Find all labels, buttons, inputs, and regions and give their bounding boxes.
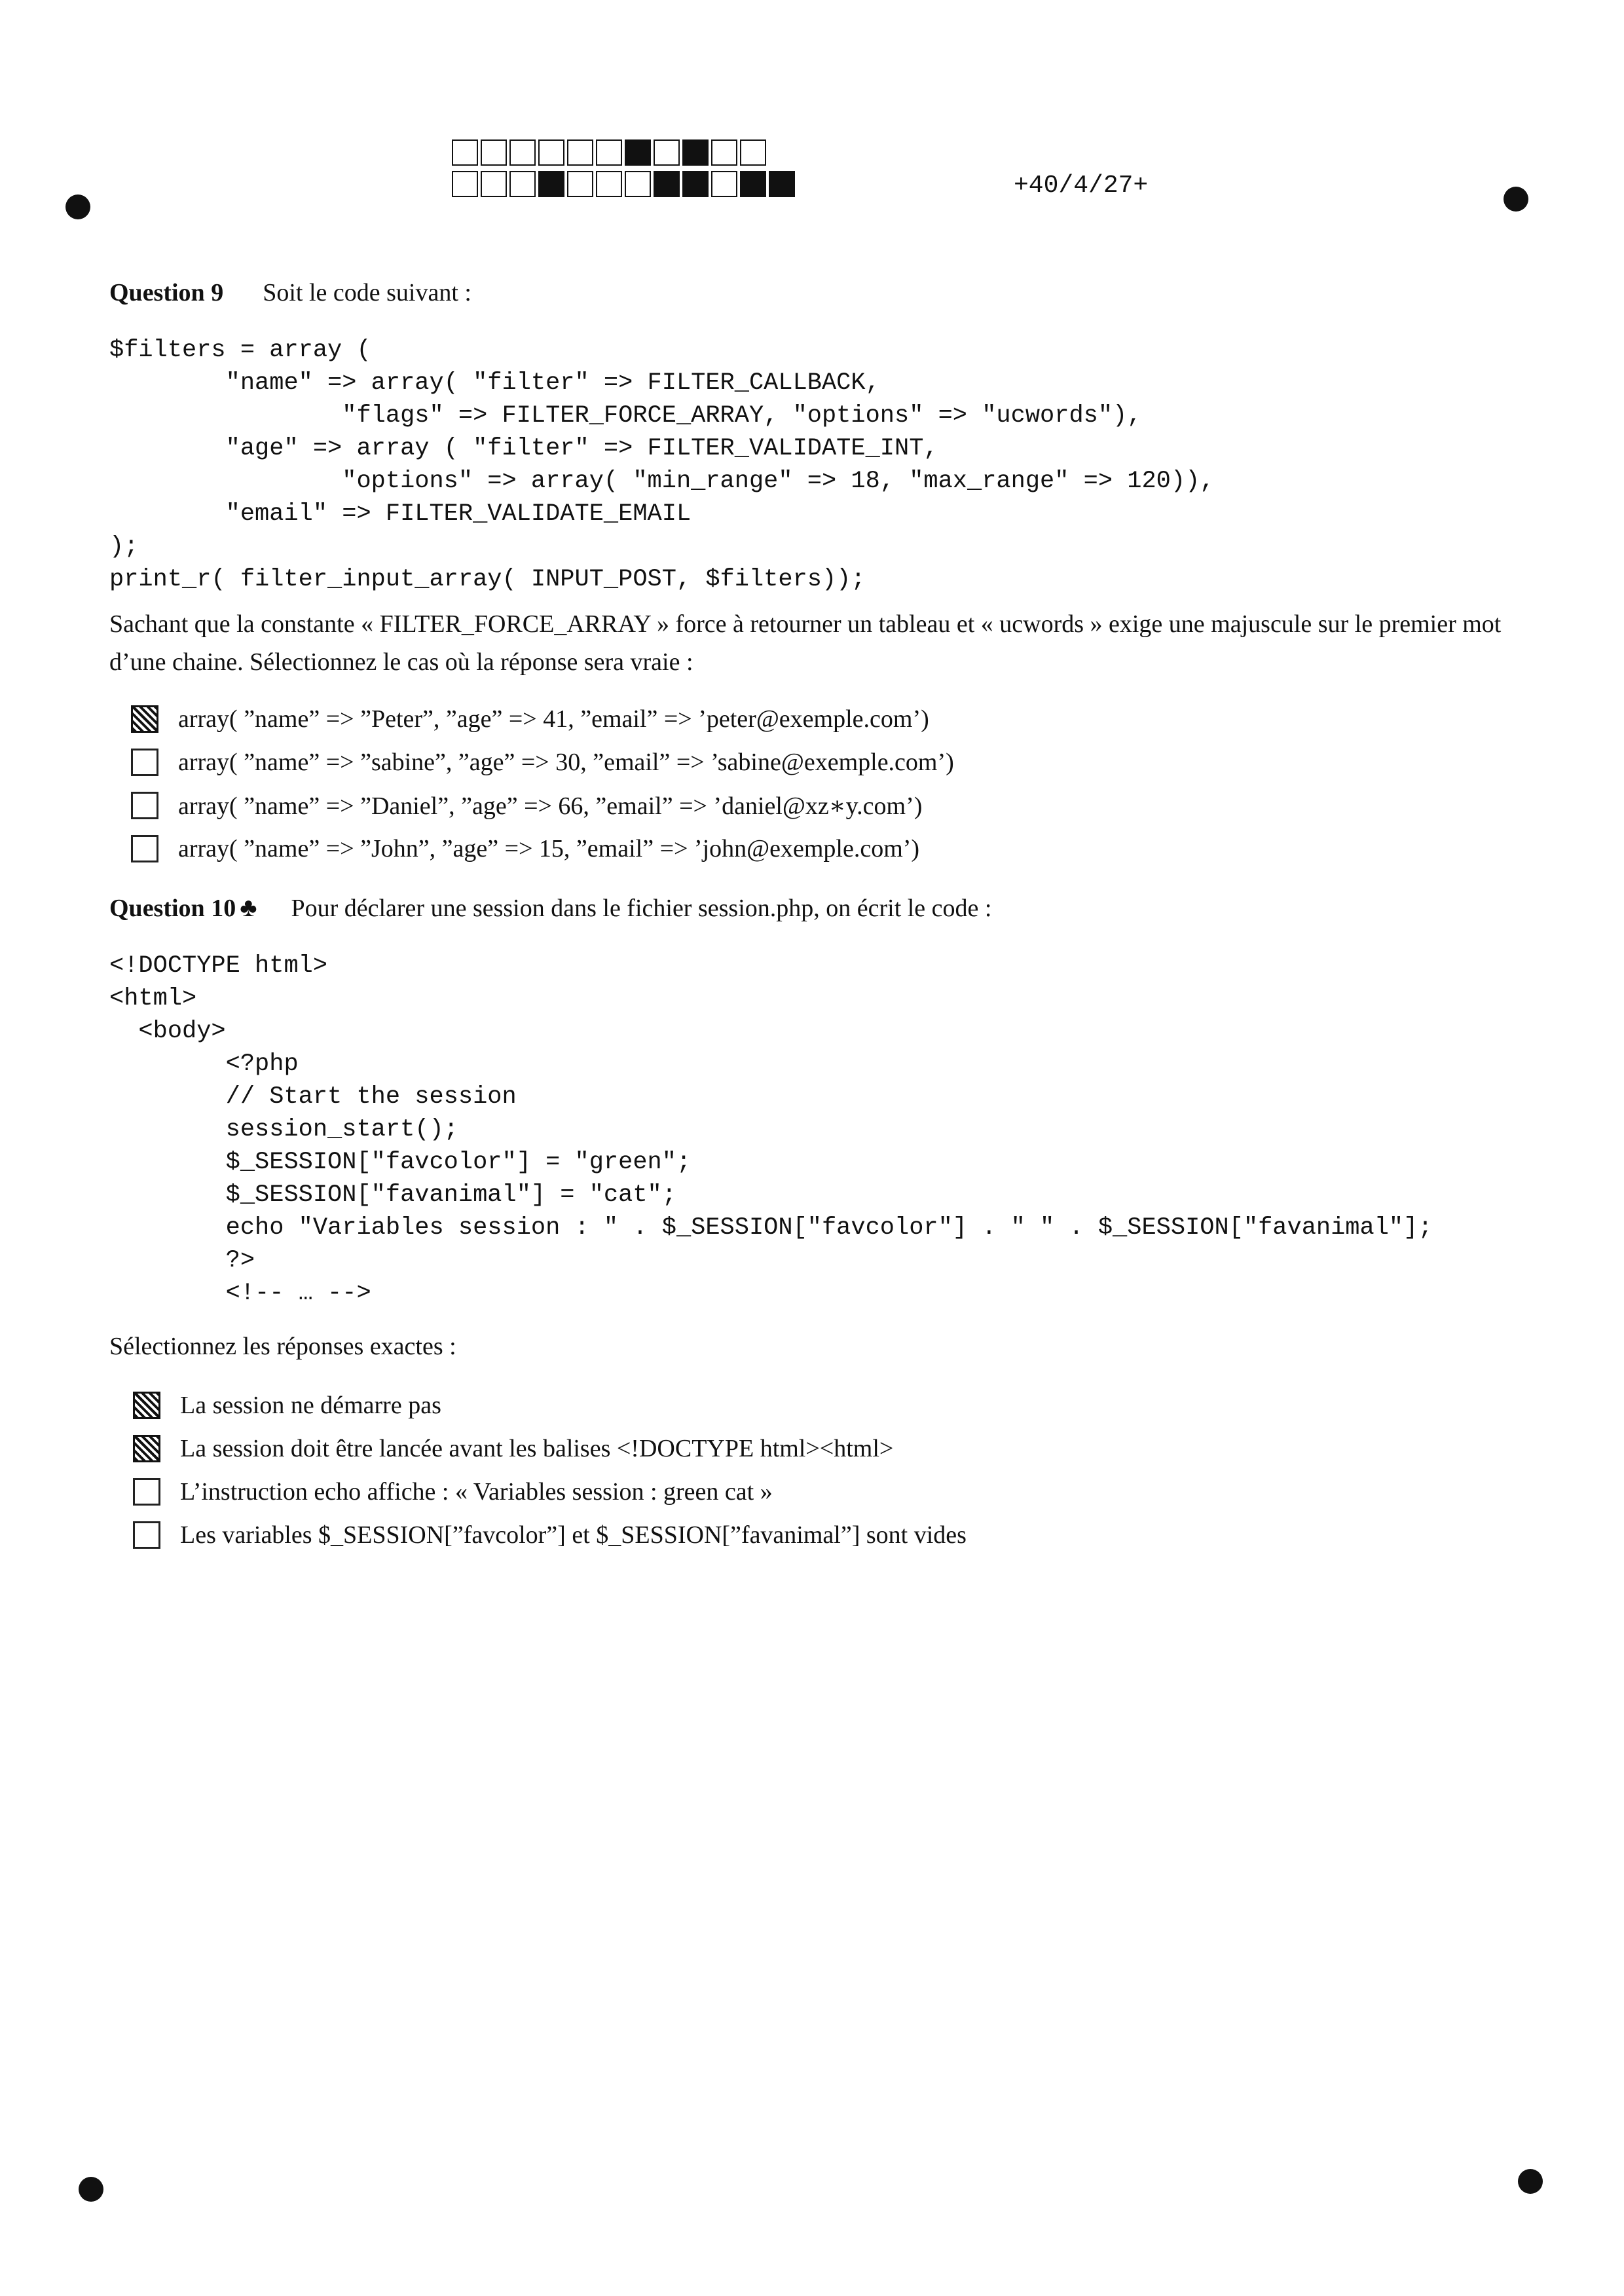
q9-answer-2[interactable] — [131, 741, 954, 784]
question-10-number: Question 10 — [109, 895, 236, 922]
barcode-cell — [682, 139, 709, 166]
barcode-cell — [711, 139, 737, 166]
barcode-cell — [596, 139, 622, 166]
q9-answer-1[interactable] — [131, 697, 954, 741]
question-9-answers — [131, 697, 954, 870]
barcode-cell — [538, 171, 564, 197]
clubs-icon: ♣ — [240, 893, 257, 922]
registration-mark-top-left — [65, 194, 90, 219]
question-9-prompt: Sachant que la constante « FILTER_FORCE_ARRAY » force à retourner un tableau et « ucwords » exige une majuscule sur le premier mot d’une chaine. Sélectionnez le cas où la réponse sera vraie : — [109, 610, 1502, 676]
question-10-answers — [133, 1384, 967, 1557]
q9-answer-1-checkbox[interactable] — [131, 705, 158, 733]
q10-answer-1-checkbox[interactable] — [133, 1392, 160, 1419]
q9-answer-3[interactable] — [131, 784, 954, 827]
barcode-cell — [481, 171, 507, 197]
barcode-row — [452, 139, 798, 166]
q9-answer-2-checkbox[interactable] — [131, 749, 158, 776]
page-barcode — [452, 139, 798, 202]
q9-answer-3-text: array( ”name” => ”Daniel”, ”age” => 66, ”email” => ’daniel@xz∗y.com’) — [178, 792, 923, 820]
q10-answer-3-checkbox[interactable] — [133, 1478, 160, 1506]
q10-answer-4-text: Les variables $_SESSION[”favcolor”] et $_SESSION[”favanimal”] sont vides — [180, 1521, 967, 1549]
question-10-header — [109, 892, 991, 923]
barcode-cell — [682, 171, 709, 197]
registration-mark-top-right — [1504, 187, 1528, 212]
question-9-code: $filters = array ( "name" => array( "filter" => FILTER_CALLBACK, "flags" => FILTER_FORCE_ARRAY, "options" => "ucwords"), "age" => array ( "filter" => FILTER_VALIDATE_INT, "options" => array( "min_range" => 18, "max_range" => 120)), "email" => FILTER_VALIDATE_EMAIL ); print_r( filter_input_array( INPUT_POST, $filters)); — [109, 337, 1215, 593]
q10-answer-3[interactable] — [133, 1470, 967, 1513]
page-code: +40/4/27+ — [1014, 172, 1149, 200]
barcode-cell — [654, 139, 680, 166]
barcode-cell — [567, 171, 593, 197]
registration-mark-bottom-right — [1518, 2169, 1543, 2194]
barcode-cell — [567, 139, 593, 166]
q10-answer-4-checkbox[interactable] — [133, 1521, 160, 1549]
barcode-cell — [769, 171, 795, 197]
question-10-prompt: Sélectionnez les réponses exactes : — [109, 1333, 456, 1360]
q10-answer-1[interactable] — [133, 1384, 967, 1427]
q10-answer-2[interactable] — [133, 1427, 967, 1470]
q10-answer-4[interactable] — [133, 1513, 967, 1557]
q9-answer-4-text: array( ”name” => ”John”, ”age” => 15, ”email” => ’john@exemple.com’) — [178, 835, 920, 862]
barcode-cell — [654, 171, 680, 197]
question-9-header — [109, 278, 471, 307]
q10-answer-2-checkbox[interactable] — [133, 1435, 160, 1462]
barcode-cell — [452, 139, 478, 166]
barcode-cell — [509, 139, 536, 166]
barcode-cell — [625, 139, 651, 166]
barcode-cell — [740, 171, 766, 197]
barcode-cell — [625, 171, 651, 197]
question-9-intro: Soit le code suivant : — [263, 279, 471, 306]
q9-answer-2-text: array( ”name” => ”sabine”, ”age” => 30, ”email” => ’sabine@exemple.com’) — [178, 749, 954, 776]
question-10-intro: Pour déclarer une session dans le fichier session.php, on écrit le code : — [291, 895, 992, 922]
barcode-cell — [711, 171, 737, 197]
q9-answer-4[interactable] — [131, 827, 954, 870]
q10-answer-3-text: L’instruction echo affiche : « Variables session : green cat » — [180, 1478, 773, 1506]
barcode-cell — [596, 171, 622, 197]
q10-answer-2-text: La session doit être lancée avant les balises <!DOCTYPE html><html> — [180, 1435, 894, 1462]
q9-answer-4-checkbox[interactable] — [131, 835, 158, 862]
q9-answer-1-text: array( ”name” => ”Peter”, ”age” => 41, ”email” => ’peter@exemple.com’) — [178, 705, 929, 733]
barcode-cell — [538, 139, 564, 166]
registration-mark-bottom-left — [79, 2177, 103, 2202]
barcode-cell — [740, 139, 766, 166]
barcode-cell — [481, 139, 507, 166]
barcode-cell — [452, 171, 478, 197]
question-10-code: <!DOCTYPE html> <html> <body> <?php // Start the session session_start(); $_SESSION["favcolor"] = "green"; $_SESSION["favanimal"] = "cat"; echo "Variables session : " . $_SESSION["favcolor"] . " " . $_SESSION["favanimal"]; ?> <!-- … --> — [109, 952, 1433, 1307]
q10-answer-1-text: La session ne démarre pas — [180, 1392, 441, 1419]
barcode-row — [452, 171, 798, 197]
barcode-cell — [509, 171, 536, 197]
q9-answer-3-checkbox[interactable] — [131, 792, 158, 819]
question-9-number: Question 9 — [109, 279, 224, 306]
